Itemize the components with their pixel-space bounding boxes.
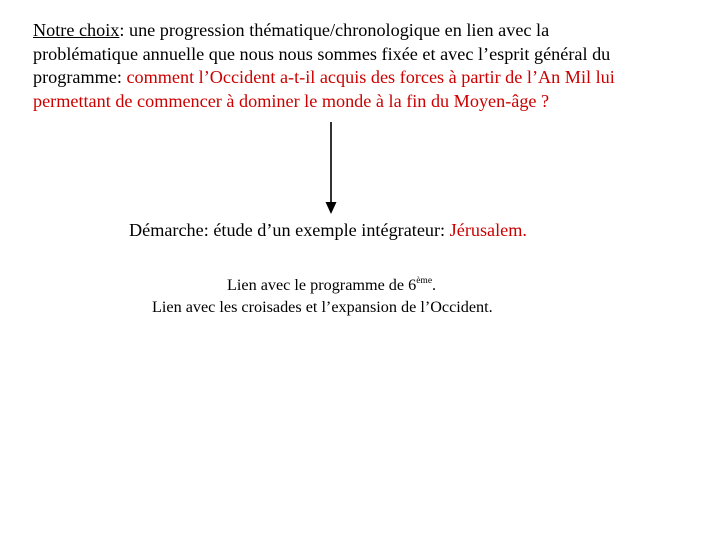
lien-programme-line [227,274,436,296]
intro-line-3 [33,66,713,90]
intro-question-part-2: permettant de commencer à dominer le monde à la fin du Moyen-âge ? [33,90,550,111]
lien-programme-superscript: ème [416,276,433,286]
intro-line-2: problématique annuelle que nous nous sommes fixée et avec l’esprit général du [33,43,611,64]
intro-line-1 [33,19,713,43]
demarche-line [129,218,527,242]
intro-line-1-text: : une progression thématique/chronologique en lien avec la [119,20,550,40]
lien-programme-text: Lien avec le programme de 6 [227,276,417,294]
intro-question-part-1: comment l’Occident a-t-il acquis des forces à partir de l’An Mil lui [126,67,615,87]
demarche-highlight: Jérusalem. [449,220,527,240]
demarche-text: Démarche: étude d’un exemple intégrateur: [129,220,450,240]
down-arrow-icon [323,122,339,216]
arrow-head [326,202,337,214]
lien-croisades-line: Lien avec les croisades et l’expansion de l’Occident. [152,298,493,316]
lien-programme-period: . [432,276,437,294]
intro-line-3-prefix: programme: [33,67,127,87]
intro-paragraph [33,19,713,113]
intro-label: Notre choix [33,20,120,40]
